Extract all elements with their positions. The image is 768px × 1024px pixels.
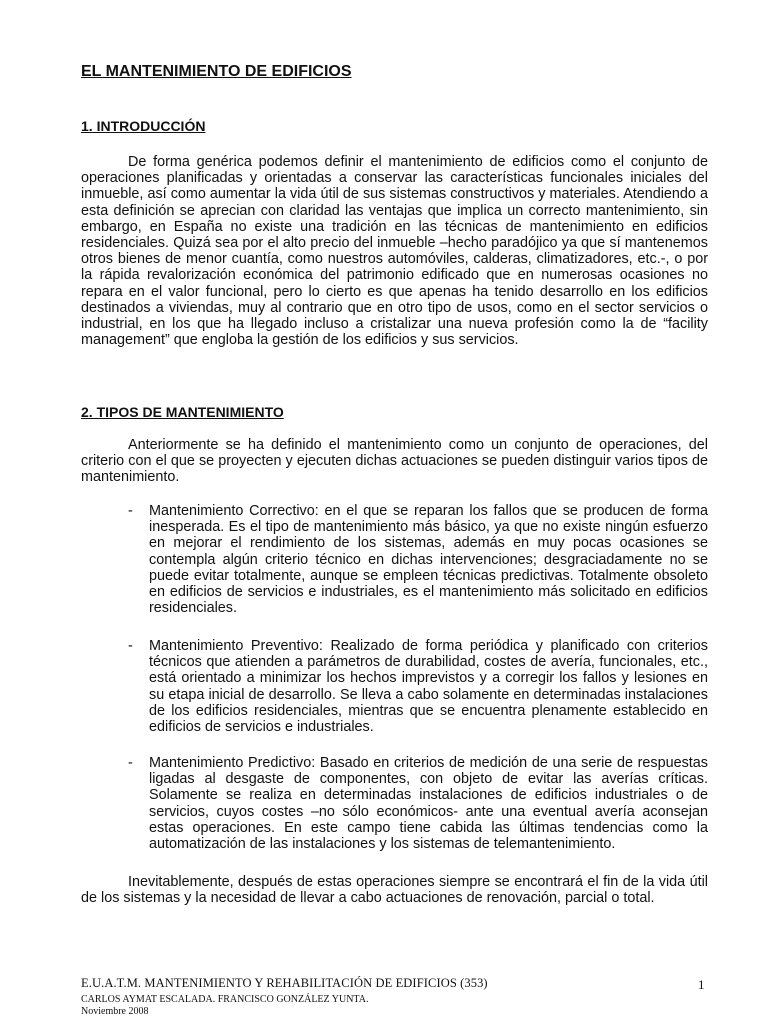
bullet-dash: - — [128, 638, 133, 654]
footer-date: Noviembre 2008 — [81, 1006, 149, 1017]
closing-paragraph: Inevitablemente, después de estas operaciones siempre se encontrará el fin de la vida útil de los sistemas y la necesidad de llevar a cabo actuaciones de renovación, parcial o total. — [81, 874, 708, 907]
tipos-intro-paragraph: Anteriormente se ha definido el mantenimiento como un conjunto de operaciones, del criterio con el que se proyecten y ejecuten dichas actuaciones se pueden distinguir varios tipos de mantenimiento. — [81, 437, 708, 486]
bullet-dash: - — [128, 503, 133, 519]
list-item-text: Mantenimiento Predictivo: Basado en criterios de medición de una serie de respuestas ligadas al desgaste de componentes, con objeto de evitar las averías críticas. Solamente se realiza en determinadas instalaciones de edificios industriales o de servicios, cuyos costes –no sólo económicos- ante una eventual avería aconsejan estas operaciones. En este campo tiene cabida las últimas tendencias como la automatización de las instalaciones y los sistemas de telemantenimiento. — [149, 755, 708, 853]
list-item-predictivo — [128, 755, 708, 852]
page-number: 1 — [698, 977, 705, 992]
list-item-text: Mantenimiento Correctivo: en el que se reparan los fallos que se producen de forma inesperada. Es el tipo de mantenimiento más básico, ya que no existe ningún esfuerzo en mejorar el rendimiento de los sistemas, además en muy pocas ocasiones se contempla algún criterio técnico en dichas intervenciones; desgraciadamente no se puede evitar totalmente, aunque se empleen técnicas predictivas. Totalmente obsoleto en edificios de servicios e industriales, es el mantenimiento más solicitado en edificios residenciales. — [149, 503, 708, 617]
footer-course: E.U.A.T.M. MANTENIMIENTO Y REHABILITACIÓN DE EDIFICIOS (353) — [81, 976, 488, 990]
list-item-preventivo — [128, 638, 708, 735]
list-item-text: Mantenimiento Preventivo: Realizado de forma periódica y planificado con criterios técnicos que atienden a parámetros de durabilidad, costes de avería, funcionales, etc., está orientado a minimizar los hechos imprevistos y a corregir los fallos y lesiones en su etapa inicial de desarrollo. Se lleva a cabo solamente en determinadas instalaciones de los edificios residenciales, mientras que se encuentra plenamente establecido en edificios de servicios e industriales. — [149, 638, 708, 736]
intro-paragraph: De forma genérica podemos definir el mantenimiento de edificios como el conjunto de operaciones planificadas y orientadas a conservar las características funcionales iniciales del inmueble, así como aumentar la vida útil de sus sistemas constructivos y materiales. Atendiendo a esta definición se aprecian con claridad las ventajas que implica un correcto mantenimiento, sin embargo, en España no existe una tradición en las técnicas de mantenimiento en edificios residenciales. Quizá sea por el alto precio del inmueble –hecho paradójico ya que sí mantenemos otros bienes de menor cuantía, como nuestros automóviles, calderas, climatizadores, etc.-, o por la rápida revalorización económica del patrimonio edificado que en numerosas ocasiones no repara en el valor funcional, pero lo cierto es que apenas ha tenido desarrollo en los edificios destinados a viviendas, muy al contrario que en otro tipo de usos, como en el sector servicios o industrial, en los que ha llegado incluso a cristalizar una nueva profesión como la de “facility management” que engloba la gestión de los edificios y sus servicios. — [81, 154, 708, 349]
list-item-correctivo — [128, 503, 708, 616]
document-title: EL MANTENIMIENTO DE EDIFICIOS — [81, 63, 352, 80]
footer-authors: CARLOS AYMAT ESCALADA. FRANCISCO GONZÁLEZ YUNTA. — [81, 994, 369, 1005]
section-heading-introduccion: 1. INTRODUCCIÓN — [81, 118, 206, 134]
section-heading-tipos: 2. TIPOS DE MANTENIMIENTO — [81, 404, 284, 420]
bullet-dash: - — [128, 755, 133, 771]
